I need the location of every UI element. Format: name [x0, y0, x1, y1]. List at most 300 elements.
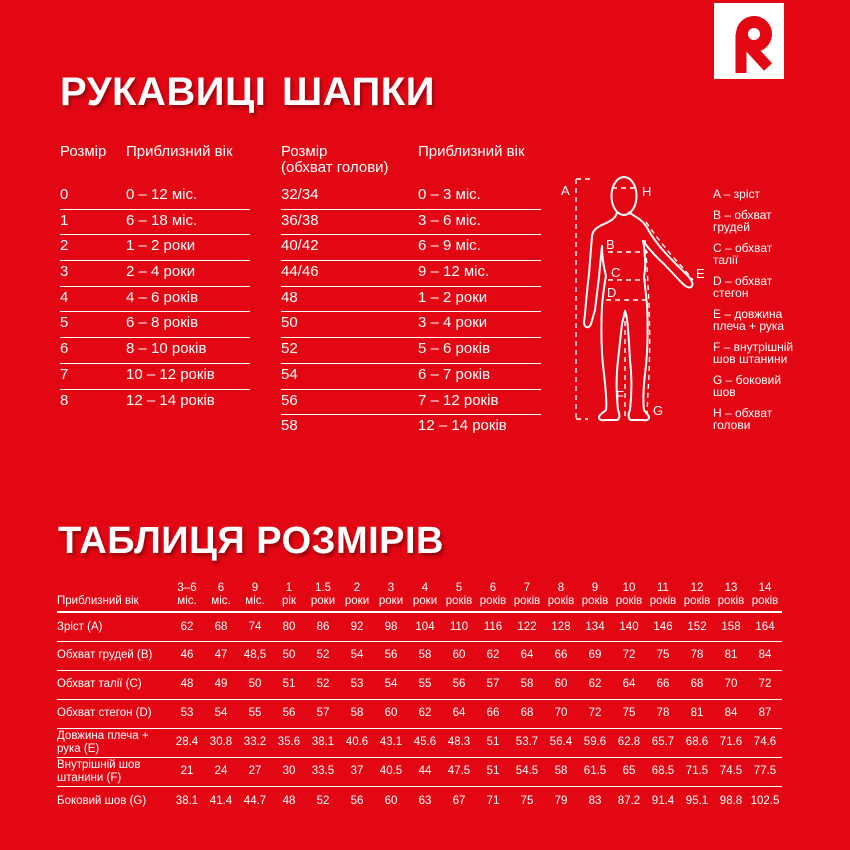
measurement-value: 27	[248, 765, 262, 778]
size-cell: 48	[281, 288, 298, 306]
measurement-value: 83	[588, 794, 602, 807]
measurement-value: 58	[418, 649, 432, 662]
reserved-logo	[714, 3, 784, 79]
measurement-value: 60	[384, 707, 398, 720]
measurement-value: 28.4	[175, 736, 199, 749]
measurement-value: 57	[316, 707, 330, 720]
measurement-value: 75	[622, 707, 636, 720]
measurement-value: 30	[282, 765, 296, 778]
figure-label-e: E	[696, 266, 705, 281]
figure-label-h: H	[642, 184, 652, 199]
size-table-header-row	[57, 581, 782, 612]
measurement-value: 56	[350, 794, 364, 807]
size-cell: 4	[60, 288, 69, 306]
age-column-header	[680, 581, 714, 612]
age-unit: роки	[344, 594, 370, 607]
measurement-value: 49	[214, 678, 228, 691]
measurement-row	[57, 670, 782, 699]
measurement-value: 47.5	[447, 765, 471, 778]
legend-line: D – обхват	[713, 273, 773, 288]
measurement-value: 44.7	[243, 794, 267, 807]
age-cell: 9 – 12 міс.	[418, 263, 490, 281]
measurement-value: 72	[622, 649, 636, 662]
measurement-value: 78	[656, 707, 670, 720]
legend-line: шов штанини	[713, 352, 788, 366]
gloves-row	[60, 210, 250, 236]
age-unit: міс.	[177, 594, 197, 607]
age-value: 9	[591, 582, 599, 594]
measurement-label: Обхват грудей (B)	[57, 649, 153, 662]
gloves-row	[60, 235, 250, 261]
measurement-value: 75	[520, 794, 534, 807]
legend-line: плеча + рука	[713, 319, 785, 333]
measurement-value: 72	[758, 678, 772, 691]
size-cell: 44/46	[281, 263, 319, 281]
age-value: 4	[421, 582, 429, 594]
age-unit: років	[513, 594, 541, 607]
size-cell: 58	[281, 417, 298, 435]
age-column-header	[306, 581, 340, 612]
measurement-value: 98.8	[719, 794, 743, 807]
age-value: 11	[657, 582, 669, 594]
legend-line: талії	[713, 253, 739, 267]
measurement-value: 62	[486, 649, 500, 662]
measurement-value: 48.3	[447, 736, 471, 749]
measurement-value: 59.6	[583, 736, 607, 749]
measurement-value: 53.7	[515, 736, 539, 749]
measurement-value: 24	[214, 765, 228, 778]
age-column-header	[170, 581, 204, 612]
measurement-value: 51	[282, 678, 296, 691]
age-column-header	[646, 581, 680, 612]
figure-label-f: F	[616, 388, 624, 403]
measurement-value: 50	[248, 678, 262, 691]
age-value: 3	[387, 582, 395, 594]
measurement-value: 146	[653, 620, 673, 633]
measurement-value: 57	[486, 678, 500, 691]
figure-label-g: G	[653, 403, 664, 418]
measurement-value: 64	[520, 649, 534, 662]
hats-row	[281, 261, 541, 287]
measurement-value: 91.4	[651, 794, 675, 807]
measurement-label: Обхват стегон (D)	[57, 707, 152, 720]
age-value: 1	[285, 582, 293, 594]
body-outline-icon	[556, 162, 714, 450]
age-column-header	[510, 581, 544, 612]
age-cell: 3 – 6 міс.	[418, 211, 481, 229]
measurement-value: 102.5	[750, 794, 780, 807]
measurement-value: 71.5	[685, 765, 709, 778]
legend-item	[713, 407, 843, 432]
age-value: 9	[251, 582, 259, 594]
gloves-table-header	[60, 144, 250, 160]
legend-line: G – боковий	[713, 372, 782, 387]
age-cell: 6 – 18 міс.	[126, 211, 198, 229]
age-unit: років	[683, 594, 711, 607]
age-value: 12	[690, 582, 704, 594]
age-unit: років	[649, 594, 677, 607]
age-unit: міс.	[245, 594, 265, 607]
measurement-value: 62	[418, 707, 432, 720]
size-cell: 6	[60, 340, 69, 358]
measurement-value: 81	[690, 707, 704, 720]
age-value: 7	[523, 582, 531, 594]
measurement-value: 92	[350, 620, 364, 633]
legend-item	[713, 308, 843, 333]
size-cell: 52	[281, 340, 298, 358]
age-cell: 1 – 2 роки	[126, 237, 196, 255]
measurement-value: 75	[656, 649, 670, 662]
size-table-grid	[57, 581, 782, 815]
measurement-value: 122	[517, 620, 537, 633]
measurement-value: 53	[350, 678, 364, 691]
measurement-value: 58	[520, 678, 534, 691]
age-value: 2	[353, 582, 361, 594]
measurement-value: 52	[316, 649, 330, 662]
measurement-value: 68.6	[685, 736, 709, 749]
age-column-header	[714, 581, 748, 612]
measurement-value: 48,5	[243, 649, 267, 662]
legend-line: B – обхват	[713, 207, 772, 222]
measurement-value: 61.5	[583, 765, 607, 778]
legend-line: F – внутрішній	[713, 339, 794, 354]
age-unit: роки	[412, 594, 438, 607]
age-cell: 6 – 8 років	[126, 314, 199, 332]
measurement-value: 47	[214, 649, 228, 662]
measurement-value: 62	[588, 678, 602, 691]
measurement-value: 152	[687, 620, 707, 633]
gloves-row	[60, 364, 250, 390]
age-unit: років	[445, 594, 473, 607]
age-value: 10	[622, 582, 636, 594]
measurement-value: 51	[486, 765, 500, 778]
age-cell: 12 – 14 років	[126, 391, 215, 409]
measurement-value: 60	[452, 649, 466, 662]
legend-item	[713, 209, 843, 234]
size-cell: 32/34	[281, 186, 319, 203]
gloves-row	[60, 287, 250, 313]
age-column-header	[408, 581, 442, 612]
legend-line: грудей	[713, 220, 750, 234]
legend-item	[713, 341, 843, 366]
age-value: 5	[455, 582, 463, 594]
measurement-value: 98	[384, 620, 398, 633]
gloves-col-age: Приблизний вік	[126, 143, 233, 160]
gloves-row	[60, 261, 250, 287]
measurement-row	[57, 699, 782, 728]
measurement-value: 55	[248, 707, 262, 720]
hats-col-size-line2: (обхват голови)	[281, 159, 389, 176]
measurement-value: 65	[622, 765, 636, 778]
gloves-row	[60, 184, 250, 210]
legend-line: шов	[713, 385, 736, 399]
size-cell: 1	[60, 211, 69, 229]
age-column-header	[442, 581, 476, 612]
measurement-row	[57, 641, 782, 670]
age-column-header	[204, 581, 238, 612]
measurement-value: 87	[758, 707, 772, 720]
figure-label-b: B	[606, 237, 615, 252]
measurement-row	[57, 757, 782, 786]
measurement-value: 67	[452, 794, 466, 807]
age-column-header	[340, 581, 374, 612]
measurement-label: Обхват талії (C)	[57, 678, 142, 691]
measurement-value: 44	[418, 765, 432, 778]
measurement-value: 56	[384, 649, 398, 662]
age-value: 1.5	[315, 582, 331, 594]
measurement-value: 158	[721, 620, 741, 633]
measurement-value: 134	[585, 620, 605, 633]
age-cell: 10 – 12 років	[126, 365, 215, 383]
age-unit: років	[751, 594, 779, 607]
measurement-value: 33.5	[311, 765, 335, 778]
measurement-value: 35.6	[277, 736, 301, 749]
hats-row	[281, 235, 541, 261]
age-column-header	[748, 581, 782, 612]
measurement-value: 60	[384, 794, 398, 807]
measurement-value: 71	[486, 794, 500, 807]
measurement-value: 62	[180, 620, 194, 633]
age-unit: роки	[378, 594, 404, 607]
hats-row	[281, 287, 541, 313]
legend-item	[713, 188, 843, 201]
legend-item	[713, 374, 843, 399]
legend-item	[713, 242, 843, 267]
age-cell: 12 – 14 років	[418, 417, 507, 435]
age-cell: 7 – 12 років	[418, 391, 499, 409]
measurement-value: 84	[758, 649, 772, 662]
measurement-value: 50	[282, 649, 296, 662]
hats-row	[281, 312, 541, 338]
hats-table-header	[281, 144, 541, 176]
age-value: 13	[724, 582, 738, 594]
age-cell: 0 – 12 міс.	[126, 186, 198, 203]
measurement-value: 63	[418, 794, 432, 807]
size-cell: 5	[60, 314, 69, 332]
measurement-value: 46	[180, 649, 194, 662]
legend-item	[713, 275, 843, 300]
size-cell: 56	[281, 391, 298, 409]
age-value: 14	[758, 582, 772, 594]
age-unit: років	[479, 594, 507, 607]
size-cell: 0	[60, 186, 69, 203]
legend-line: A – зріст	[713, 187, 761, 201]
measurement-value: 38.1	[311, 736, 335, 749]
measurement-value: 66	[656, 678, 670, 691]
measurement-value: 52	[316, 794, 330, 807]
measurement-value: 56	[282, 707, 296, 720]
age-column-header	[612, 581, 646, 612]
measurement-value: 87.2	[617, 794, 641, 807]
measurement-value: 81	[724, 649, 738, 662]
hats-col-age: Приблизний вік	[418, 143, 525, 160]
age-cell: 5 – 6 років	[418, 340, 491, 358]
age-cell: 0 – 3 міс.	[418, 186, 481, 203]
measurement-value: 64	[452, 707, 466, 720]
age-cell: 8 – 10 років	[126, 340, 207, 358]
measurement-value: 40.6	[345, 736, 369, 749]
size-table-title: ТАБЛИЦЯ РОЗМІРІВ	[58, 520, 444, 562]
age-value: 6	[217, 582, 225, 594]
gloves-title: РУКАВИЦІ	[60, 70, 267, 114]
figure-label-a: A	[561, 183, 570, 198]
age-cell: 2 – 4 роки	[126, 263, 196, 281]
measurement-value: 69	[588, 649, 602, 662]
age-column-header	[272, 581, 306, 612]
measurement-value: 164	[755, 620, 775, 633]
age-cell: 6 – 7 років	[418, 365, 491, 383]
measurement-value: 64	[622, 678, 636, 691]
measurement-value: 41.4	[209, 794, 233, 807]
measurement-value: 68	[214, 620, 228, 633]
measurement-value: 54	[384, 678, 398, 691]
measurement-value: 116	[483, 620, 503, 633]
measurement-value: 43.1	[379, 736, 403, 749]
hats-row	[281, 390, 541, 416]
age-column-header	[476, 581, 510, 612]
gloves-row	[60, 390, 250, 416]
measurement-value: 128	[551, 620, 571, 633]
age-cell: 1 – 2 роки	[418, 288, 488, 306]
measurement-value: 66	[554, 649, 568, 662]
hats-row	[281, 184, 541, 210]
figure-label-c: C	[611, 265, 621, 280]
size-cell: 3	[60, 263, 69, 281]
measurement-value: 71.6	[719, 736, 743, 749]
r-letter-icon	[714, 3, 784, 79]
measurement-value: 53	[180, 707, 194, 720]
measurement-value: 40.5	[379, 765, 403, 778]
measurement-value: 86	[316, 620, 330, 633]
body-measurement-figure	[556, 162, 714, 455]
size-cell: 40/42	[281, 237, 319, 255]
age-value: 6	[489, 582, 497, 594]
age-unit: років	[717, 594, 745, 607]
hats-title: ШАПКИ	[282, 70, 435, 114]
measurement-value: 45.6	[413, 736, 437, 749]
size-cell: 50	[281, 314, 298, 332]
measurement-value: 62.8	[617, 736, 641, 749]
measurement-value: 79	[554, 794, 568, 807]
measurement-row	[57, 786, 782, 815]
measurement-value: 80	[282, 620, 296, 633]
gloves-rows	[60, 184, 250, 415]
age-column-header	[544, 581, 578, 612]
legend-line: голови	[713, 418, 751, 432]
measurement-legend	[713, 188, 843, 440]
age-value: 3–6	[177, 582, 197, 594]
size-cell: 54	[281, 365, 298, 383]
measurement-value: 33.2	[243, 736, 267, 749]
measurement-value: 51	[486, 736, 500, 749]
measurement-value: 54.5	[515, 765, 539, 778]
hats-row	[281, 364, 541, 390]
measurement-value: 77.5	[753, 765, 777, 778]
measurement-value: 74.5	[719, 765, 743, 778]
measurement-value: 70	[724, 678, 738, 691]
measurement-value: 38.1	[175, 794, 199, 807]
measurement-value: 52	[316, 678, 330, 691]
gloves-row	[60, 338, 250, 364]
gloves-row	[60, 312, 250, 338]
size-table	[57, 581, 782, 815]
age-cell: 4 – 6 років	[126, 288, 199, 306]
age-column-header	[238, 581, 272, 612]
measurement-value: 84	[724, 707, 738, 720]
hats-row	[281, 210, 541, 236]
measurement-value: 140	[619, 620, 639, 633]
measurement-value: 54	[214, 707, 228, 720]
measurement-value: 68	[690, 678, 704, 691]
age-unit: міс.	[211, 594, 231, 607]
measurement-value: 58	[350, 707, 364, 720]
figure-label-d: D	[607, 285, 617, 300]
measurement-label: Внутрішній шов штанини (F)	[57, 759, 141, 784]
measurement-value: 66	[486, 707, 500, 720]
age-unit: років	[581, 594, 609, 607]
age-cell: 6 – 9 міс.	[418, 237, 481, 255]
age-column-header	[374, 581, 408, 612]
measurement-value: 54	[350, 649, 364, 662]
measurement-value: 58	[554, 765, 568, 778]
measurement-value: 104	[415, 620, 435, 633]
gloves-col-size: Розмір	[60, 143, 107, 160]
age-unit: років	[547, 594, 575, 607]
measurement-label: Довжина плеча + рука (E)	[57, 730, 149, 755]
legend-line: C – обхват	[713, 240, 773, 255]
measurement-value: 74.6	[753, 736, 777, 749]
measurement-value: 65.7	[651, 736, 675, 749]
age-unit: рік	[282, 594, 296, 607]
size-cell: 2	[60, 237, 69, 255]
measurement-value: 95.1	[685, 794, 709, 807]
measurement-value: 48	[180, 678, 194, 691]
age-value: 8	[557, 582, 565, 594]
measurement-value: 68	[520, 707, 534, 720]
measurement-value: 21	[180, 765, 194, 778]
measurement-value: 37	[350, 765, 364, 778]
hats-row	[281, 415, 541, 441]
size-cell: 36/38	[281, 211, 319, 229]
legend-line: стегон	[713, 286, 749, 300]
age-column-header	[578, 581, 612, 612]
measurement-value: 72	[588, 707, 602, 720]
measurement-value: 68.5	[651, 765, 675, 778]
hats-col-size-line1: Розмір	[281, 143, 328, 160]
measurement-value: 110	[449, 620, 469, 633]
size-cell: 7	[60, 365, 69, 383]
measurement-value: 78	[690, 649, 704, 662]
measurement-value: 56	[452, 678, 466, 691]
measurement-value: 30.8	[209, 736, 233, 749]
measurement-label: Боковий шов (G)	[57, 794, 147, 807]
legend-line: E – довжина	[713, 306, 783, 321]
size-table-header-label: Приблизний вік	[57, 594, 139, 607]
measurement-value: 56.4	[549, 736, 573, 749]
measurement-value: 74	[248, 620, 262, 633]
measurement-value: 60	[554, 678, 568, 691]
measurement-value: 55	[418, 678, 432, 691]
measurement-value: 48	[282, 794, 296, 807]
legend-line: H – обхват	[713, 405, 773, 420]
hats-rows	[281, 184, 541, 441]
measurement-label: Зріст (A)	[57, 620, 103, 633]
measurement-row	[57, 728, 782, 757]
hats-col-size	[281, 144, 418, 176]
age-unit: років	[615, 594, 643, 607]
hats-row	[281, 338, 541, 364]
measurement-value: 70	[554, 707, 568, 720]
